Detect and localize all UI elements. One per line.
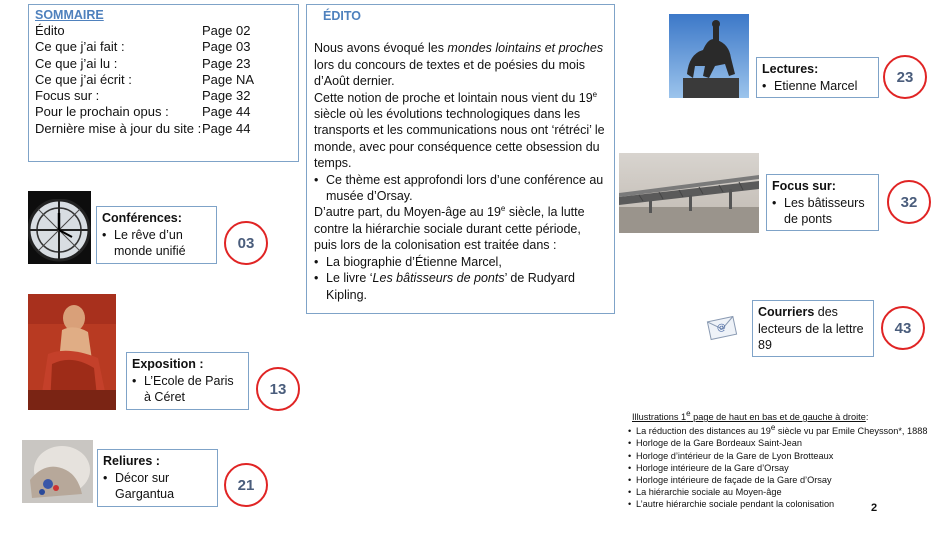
toc-row[interactable] [35, 72, 292, 88]
toc-row[interactable] [35, 39, 292, 55]
conferences-text: Le rêve d’un monde unifié [114, 227, 186, 258]
toc-page: Page 44 [202, 104, 251, 120]
toc-label: Focus sur : [35, 88, 100, 104]
illustrations-title: Illustrations 1e page de haut en bas et de gauche à droite: [632, 408, 869, 422]
reliures-heading: Reliures : [103, 454, 160, 468]
edito-bullet: • Le livre ‘Les bâtisseurs de ponts’ de Rudyard Kipling. [314, 271, 575, 302]
lectures-text: Etienne Marcel [774, 78, 858, 93]
page-badge-courriers[interactable]: 43 [881, 306, 925, 350]
illustration-item: • Horloge intérieure de façade de la Gare d’Orsay [628, 475, 832, 486]
edito-paragraph: D’autre part, du Moyen-âge au 19e siècle, la lutte contre la hiérarchie sociale durant cette période, puis lors de la colonisation est traitée dans : [314, 204, 585, 253]
toc-label: Pour le prochain opus : [35, 104, 169, 120]
exposition-box[interactable]: Exposition : • L’Ecole de Paris à Céret [126, 352, 249, 410]
toc-page: Page 03 [202, 39, 251, 55]
focus-box[interactable]: Focus sur: • Les bâtisseurs de ponts [766, 174, 879, 231]
page-number: 2 [871, 502, 878, 514]
reliures-text: Décor sur Gargantua [115, 470, 175, 501]
illustration-item: • L’autre hiérarchie sociale pendant la colonisation [628, 499, 835, 510]
binding-image [22, 440, 93, 503]
page-badge-exposition[interactable]: 13 [256, 367, 300, 411]
illustration-item: • La réduction des distances au 19e siècle vu par Emile Cheysson*, 1888 [628, 423, 928, 437]
clock-image [28, 191, 91, 264]
page-badge-lectures[interactable]: 23 [883, 55, 927, 99]
illustration-item: • Horloge d’intérieur de la Gare de Lyon Brotteaux [628, 450, 834, 461]
toc-label: Édito [35, 23, 65, 38]
conferences-heading: Conférences: [102, 211, 182, 225]
illustration-item: • La hiérarchie sociale au Moyen-âge [628, 487, 782, 498]
svg-text:@: @ [716, 322, 727, 334]
toc-page: Page 23 [202, 55, 251, 71]
toc-label: Dernière mise à jour du site : [35, 120, 202, 136]
page-badge-conferences[interactable]: 03 [224, 221, 268, 265]
bridge-image [619, 153, 759, 233]
edito-bullet: • Ce thème est approfondi lors d’une conférence au musée d’Orsay. [314, 172, 604, 204]
painting-image [28, 294, 116, 410]
lectures-box[interactable]: Lectures: • Etienne Marcel [756, 57, 879, 98]
conferences-box[interactable]: Conférences: • Le rêve d’un monde unifié [96, 206, 217, 264]
toc-row[interactable] [35, 88, 292, 104]
toc-label: Ce que j’ai écrit : [35, 71, 132, 87]
edito-paragraph: Cette notion de proche et lointain nous vient du 19e siècle où les évolutions technologiques dans les transports et les communications nous ont ‘rétréci’ le monde, avec pour conséquence cette obsession du temps. [314, 89, 605, 171]
edito-bullet: • La biographie d’Étienne Marcel, [314, 254, 502, 269]
toc-list [35, 23, 292, 137]
edito-paragraph: Nous avons évoqué les mondes lointains et proches lors du concours de textes et de poésies du mois d’Août dernier. [314, 41, 604, 89]
toc-row[interactable] [35, 56, 292, 72]
page-badge-focus[interactable]: 32 [887, 180, 931, 224]
envelope-at-icon[interactable] [705, 311, 739, 345]
courriers-box[interactable] [752, 300, 874, 357]
sommaire-title: SOMMAIRE [35, 8, 104, 22]
courriers-text: des lecteurs de la lettre 89 [758, 305, 864, 352]
focus-text: Les bâtisseurs de ponts [784, 195, 865, 226]
toc-page: Page 44 [202, 120, 251, 136]
sommaire-box [28, 4, 299, 162]
statue-image [669, 14, 749, 98]
page-badge-reliures[interactable]: 21 [224, 463, 268, 507]
illustration-item: • Horloge de la Gare Bordeaux Saint-Jean [628, 438, 802, 449]
edito-box [306, 4, 615, 314]
toc-label: Ce que j’ai fait : [35, 39, 125, 55]
exposition-text: L’Ecole de Paris à Céret [144, 373, 234, 404]
reliures-box[interactable]: Reliures : • Décor sur Gargantua [97, 449, 218, 507]
toc-page: Page NA [202, 71, 255, 87]
exposition-heading: Exposition : [132, 357, 204, 371]
illustration-item: • Horloge intérieure de la Gare d’Orsay [628, 462, 789, 473]
edito-title: ÉDITO [323, 9, 361, 23]
toc-row[interactable] [35, 23, 292, 39]
focus-heading: Focus sur: [772, 179, 836, 193]
toc-row[interactable] [35, 104, 292, 120]
courriers-heading: Courriers [758, 305, 815, 319]
illustrations-caption [628, 408, 928, 511]
toc-row[interactable] [35, 121, 292, 137]
toc-label: Ce que j’ai lu : [35, 55, 118, 71]
toc-page: Page 32 [202, 88, 251, 104]
toc-page: Page 02 [202, 23, 251, 38]
lectures-heading: Lectures: [762, 62, 819, 76]
